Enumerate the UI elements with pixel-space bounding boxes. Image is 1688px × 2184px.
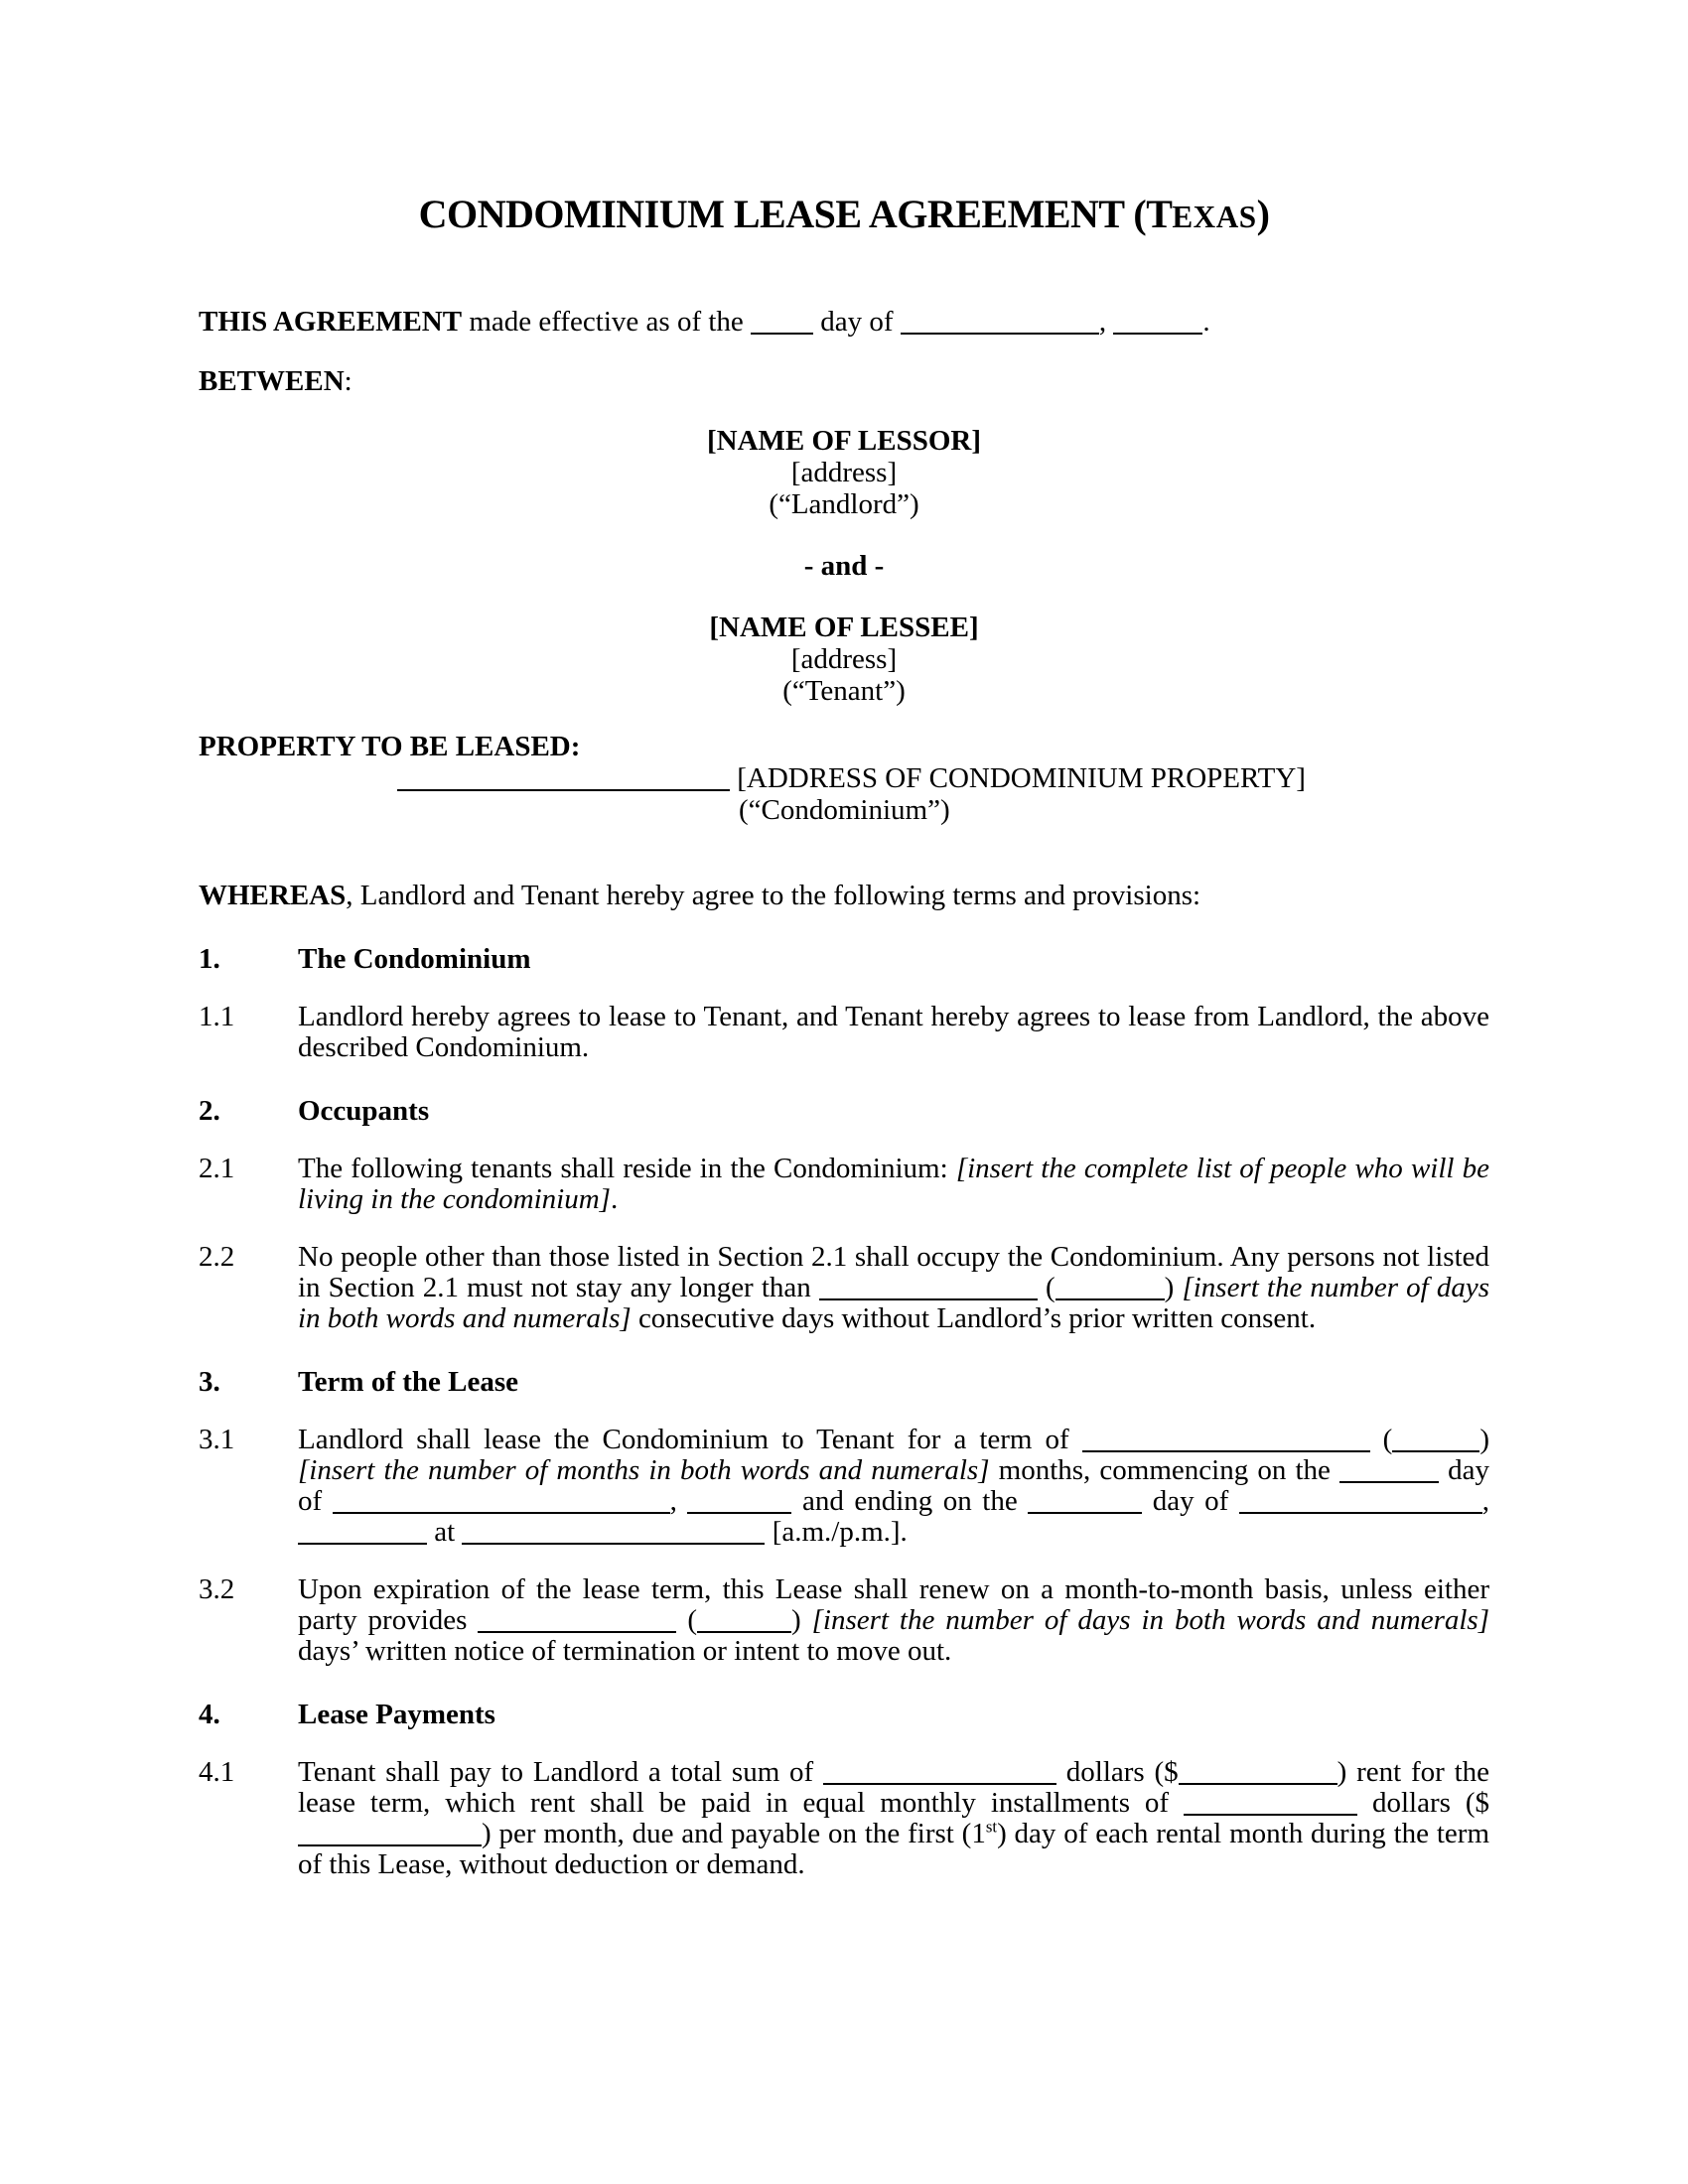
blank-line [1082,1450,1370,1452]
text-run: months, commencing on the [989,1454,1339,1486]
text-run: [a.m./p.m.]. [765,1516,908,1548]
clause-number: 3.1 [199,1424,235,1455]
text-run: ) [1479,1424,1489,1455]
text-run: . [1202,306,1210,338]
clause-number: 2.2 [199,1241,235,1273]
text-run: ( [1037,1272,1055,1303]
text-run: days’ written notice of termination or intent to move out. [298,1635,952,1667]
clause-item [199,1154,1489,1215]
text-run: The following tenants shall reside in the Condominium: [298,1153,956,1184]
section-number: 2. [199,1095,220,1127]
lessor-block [199,425,1489,520]
text-run: st [985,1817,998,1837]
text-run: day of [1142,1485,1239,1517]
blank-line [1055,1298,1165,1300]
clause-item [199,1757,1489,1880]
blank-line [1392,1450,1479,1452]
clause-body [298,1002,1489,1063]
section-title: The Condominium [298,943,531,975]
blank-line [1239,1512,1482,1514]
text-run: ) [791,1604,812,1636]
text-run: . [610,1183,619,1215]
text-run: dollars ($ [1357,1787,1489,1819]
text-run: THIS AGREEMENT [199,306,463,338]
blank-line [823,1783,1056,1785]
blank-line [1028,1512,1142,1514]
section-number: 4. [199,1699,220,1730]
clause-item [199,1574,1489,1667]
blank-line [333,1512,670,1514]
property-address-line [199,762,1489,794]
blank-line [478,1631,676,1633]
text-run: [insert the number of days in both words and numerals] [811,1604,1489,1636]
clause-number: 1.1 [199,1001,235,1032]
section-title: Lease Payments [298,1699,495,1730]
clause-item [199,1425,1489,1548]
text-run: consecutive days without Landlord’s prior written consent. [631,1302,1317,1334]
text-run: dollars ($ [1055,1756,1179,1788]
section-heading [199,1367,1489,1398]
text-run: EXAS [1172,200,1257,234]
text-run: , [1098,306,1114,338]
blank-line [687,1512,791,1514]
document-title [199,191,1489,241]
section-heading [199,1700,1489,1730]
text-run: ) per month, due and payable on the first (1 [482,1818,986,1849]
clause-body [298,1425,1489,1548]
text-run: [insert the complete list of people who will be living in the condominium] [298,1153,1489,1215]
text-run: ) rent for the lease term, which rent shall be paid in equal monthly installments of [298,1756,1489,1819]
clause-body [298,1574,1489,1667]
text-run: , [669,1485,688,1517]
text-run: Landlord shall lease the Condominium to Tenant for a term of [298,1424,1082,1455]
blank-line [901,333,1099,335]
blank-line [298,1543,427,1545]
text-run: , [1481,1485,1490,1517]
lessor-name: [NAME OF LESSOR] [706,425,982,457]
clause-body [298,1757,1489,1880]
text-run: Upon expiration of the lease term, this Lease shall renew on a month-to-month basis, unless either party provides [298,1573,1489,1636]
blank-line [462,1543,765,1545]
intro-paragraph [199,307,1489,338]
lessee-block [199,612,1489,707]
section-heading [199,1096,1489,1127]
text-run: BETWEEN [199,365,345,397]
section-title: Term of the Lease [298,1366,519,1398]
sections-container [199,944,1489,1880]
blank-line [1179,1783,1337,1785]
section-number: 3. [199,1366,220,1398]
and-separator: - and - [803,550,885,582]
between-label [199,366,1489,397]
text-run: day of [813,306,901,338]
text-run: ) [1164,1272,1183,1303]
blank-line [298,1844,482,1846]
clause-item [199,1002,1489,1063]
whereas-paragraph [199,881,1489,911]
text-run: No people other than those listed in Section 2.1 shall occupy the Condominium. Any persons not listed in Section 2.1 must not stay any longer than [298,1241,1489,1303]
clause-item [199,1242,1489,1334]
condominium-alias: (“Condominium”) [739,794,950,826]
clause-number: 4.1 [199,1756,235,1788]
text-run: day of [298,1454,1489,1517]
text-run: WHEREAS [199,880,347,911]
text-run: Landlord hereby agrees to lease to Tenant, and Tenant hereby agrees to lease from Landlord, the above described Condominium. [298,1001,1489,1063]
text-run: and ending on the [791,1485,1029,1517]
lessor-address: [address] [790,457,898,488]
text-run: ( [676,1604,697,1636]
text-run: [insert the number of months in both words and numerals] [298,1454,990,1486]
text-run: , Landlord and Tenant hereby agree to the following terms and provisions: [346,880,1201,911]
clause-number: 3.2 [199,1573,235,1605]
text-run: ) day of each rental month during the term of this Lease, without deduction or demand. [298,1818,1490,1880]
text-run: : [344,365,352,397]
blank-line [1339,1481,1439,1483]
text-run: [ADDRESS OF CONDOMINIUM PROPERTY] [730,762,1306,794]
clause-body [298,1242,1489,1334]
property-block [199,731,1489,826]
text-run: at [427,1516,463,1548]
blank-line [1184,1814,1357,1816]
lessee-name: [NAME OF LESSEE] [709,612,979,643]
property-label: PROPERTY TO BE LEASED: [199,731,581,762]
text-run: [insert the number of days in both words and numerals] [298,1272,1489,1334]
text-run: Tenant shall pay to Landlord a total sum of [298,1756,823,1788]
section-heading [199,944,1489,975]
text-run: ( [1369,1424,1393,1455]
lessor-alias: (“Landlord”) [769,488,919,520]
blank-line [1113,333,1202,335]
blank-line [819,1298,1038,1300]
blank-line [397,789,730,791]
blank-line [751,333,813,335]
clause-number: 2.1 [199,1153,235,1184]
text-run: ) [1256,192,1270,236]
clause-body [298,1154,1489,1215]
text-run: made effective as of the [462,306,752,338]
section-title: Occupants [298,1095,430,1127]
blank-line [697,1631,791,1633]
text-run: CONDOMINIUM LEASE AGREEMENT (T [418,192,1173,236]
lessee-alias: (“Tenant”) [782,675,906,707]
lessee-address: [address] [790,643,898,675]
section-number: 1. [199,943,220,975]
